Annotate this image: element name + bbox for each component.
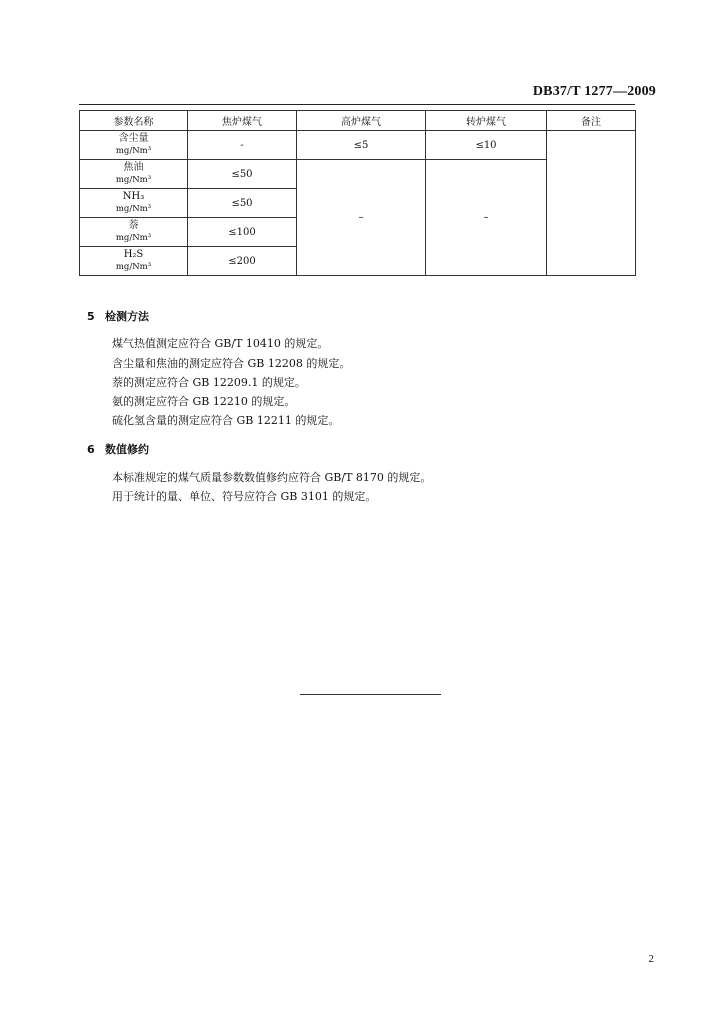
body-text-line: 氨的测定应符合 GB 12210 的规定。 (112, 395, 296, 408)
page-number: 2 (648, 953, 654, 965)
section-heading-testing-methods (87, 308, 149, 324)
end-of-text-rule (300, 694, 441, 695)
body-text-line: 硫化氢含量的测定应符合 GB 12211 的规定。 (112, 414, 340, 427)
body-text-line: 本标准规定的煤气质量参数数值修约应符合 GB/T 8170 的规定。 (112, 471, 432, 484)
coke-oven-gas-value: ≤50 (188, 160, 297, 189)
coke-oven-gas-value: ≤100 (188, 218, 297, 247)
body-text-line: 萘的测定应符合 GB 12209.1 的规定。 (112, 376, 306, 389)
parameter-name-cell (80, 160, 188, 189)
table-header-row (80, 111, 636, 131)
table-row (80, 131, 636, 160)
parameter-unit: mg/Nm³ (115, 233, 152, 243)
coke-oven-gas-value: - (188, 131, 297, 160)
parameter-unit: mg/Nm³ (115, 175, 152, 185)
column-header: 转炉煤气 (426, 111, 547, 131)
section-number: 6 (87, 443, 95, 456)
converter-gas-merged-value: – (426, 160, 547, 276)
parameter-name: H₂S (123, 249, 144, 260)
parameter-unit: mg/Nm³ (115, 204, 152, 214)
parameter-unit: mg/Nm³ (115, 146, 152, 156)
section-title: 检测方法 (105, 310, 149, 323)
coke-oven-gas-value: ≤50 (188, 189, 297, 218)
parameter-table (79, 110, 636, 276)
parameter-name-cell (80, 218, 188, 247)
parameter-name-cell (80, 131, 188, 160)
blast-furnace-gas-value: ≤5 (297, 131, 426, 160)
section-title: 数值修约 (105, 443, 149, 456)
parameter-unit: mg/Nm³ (115, 262, 152, 272)
column-header: 参数名称 (80, 111, 188, 131)
converter-gas-value: ≤10 (426, 131, 547, 160)
section-heading-rounding (87, 441, 149, 457)
parameter-name-cell (80, 247, 188, 276)
column-header: 高炉煤气 (297, 111, 426, 131)
parameter-name: 含尘量 (118, 133, 149, 144)
section-number: 5 (87, 310, 95, 323)
body-text-line: 含尘量和焦油的测定应符合 GB 12208 的规定。 (112, 357, 351, 370)
parameter-name: 焦油 (123, 162, 144, 173)
remark-cell (547, 131, 636, 276)
column-header: 焦炉煤气 (188, 111, 297, 131)
column-header: 备注 (547, 111, 636, 131)
body-text-line: 煤气热值测定应符合 GB/T 10410 的规定。 (112, 337, 329, 350)
document-code: DB37/T 1277—2009 (532, 84, 656, 99)
body-text-line: 用于统计的量、单位、符号应符合 GB 3101 的规定。 (112, 490, 377, 503)
parameter-name-cell (80, 189, 188, 218)
parameter-name: NH₃ (122, 191, 145, 202)
parameter-name: 萘 (128, 220, 139, 231)
header-rule (79, 104, 635, 105)
coke-oven-gas-value: ≤200 (188, 247, 297, 276)
blast-furnace-gas-merged-value: – (297, 160, 426, 276)
